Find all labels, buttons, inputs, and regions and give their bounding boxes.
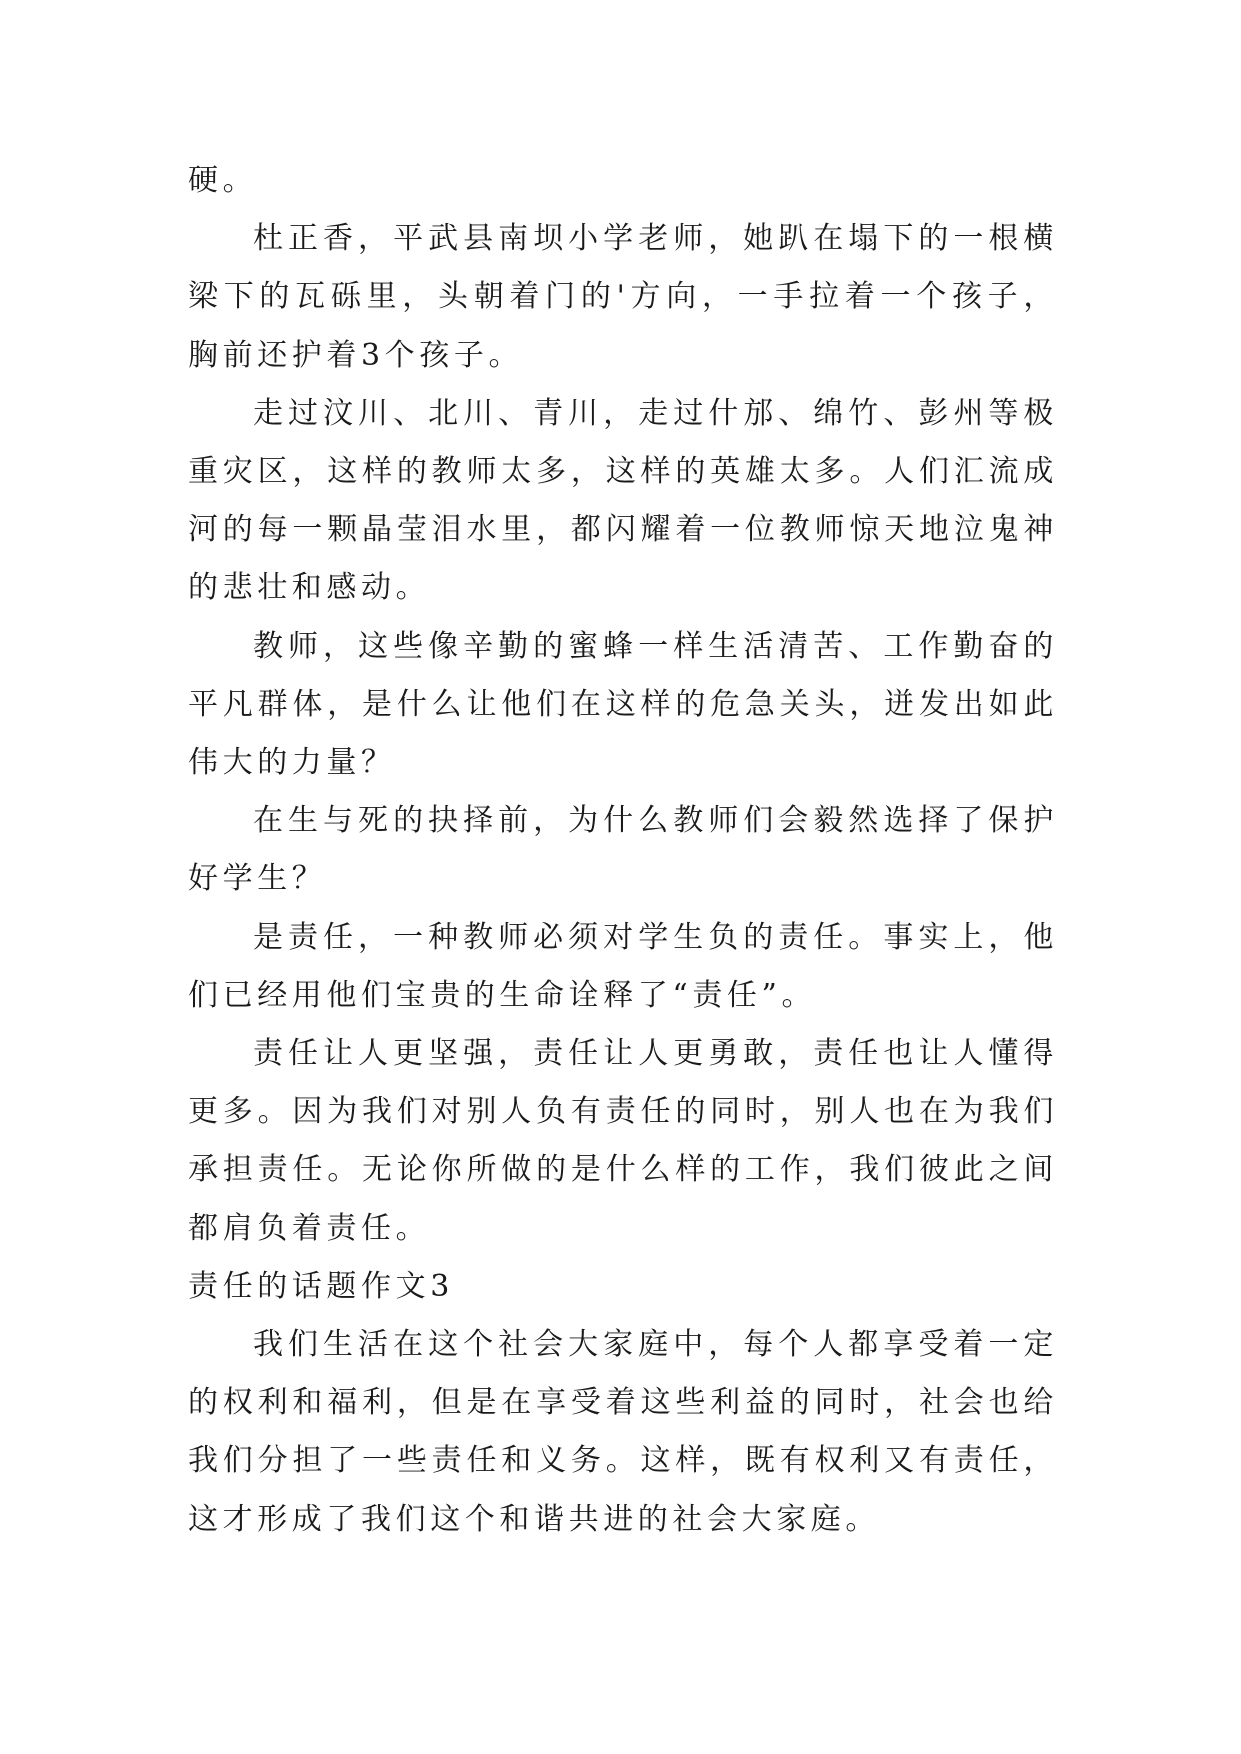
- paragraph-7: 责任让人更坚强，责任让人更勇敢，责任也让人懂得更多。因为我们对别人负有责任的同时，别人也在为我们承担责任。无论你所做的是什么样的工作，我们彼此之间都肩负着责任。: [188, 1036, 1058, 1246]
- paragraph-4: 教师，这些像辛勤的蜜蜂一样生活清苦、工作勤奋的平凡群体，是什么让他们在这样的危急关头，迸发出如此伟大的力量？: [188, 628, 1058, 781]
- paragraph-3: 走过汶川、北川、青川，走过什邡、绵竹、彭州等极重灾区，这样的教师太多，这样的英雄太多。人们汇流成河的每一颗晶莹泪水里，都闪耀着一位教师惊天地泣鬼神的悲壮和感动。: [188, 395, 1058, 606]
- document-body: [188, 152, 1058, 1549]
- section-heading: 责任的话题作文3: [188, 1268, 454, 1304]
- paragraph-2: 杜正香，平武县南坝小学老师，她趴在塌下的一根横梁下的瓦砾里，头朝着门的'方向，一手拉着一个孩子，胸前还护着3个孩子。: [188, 221, 1058, 373]
- section-paragraph-1: 我们生活在这个社会大家庭中，每个人都享受着一定的权利和福利，但是在享受着这些利益的同时，社会也给我们分担了一些责任和义务。这样，既有权利又有责任，这才形成了我们这个和谐共进的社会大家庭。: [188, 1327, 1058, 1537]
- paragraph-1: 硬。: [188, 163, 258, 198]
- paragraph-5: 在生与死的抉择前，为什么教师们会毅然选择了保护好学生？: [188, 803, 1058, 897]
- paragraph-6: 是责任，一种教师必须对学生负的责任。事实上，他们已经用他们宝贵的生命诠释了“责任”。: [188, 919, 1058, 1013]
